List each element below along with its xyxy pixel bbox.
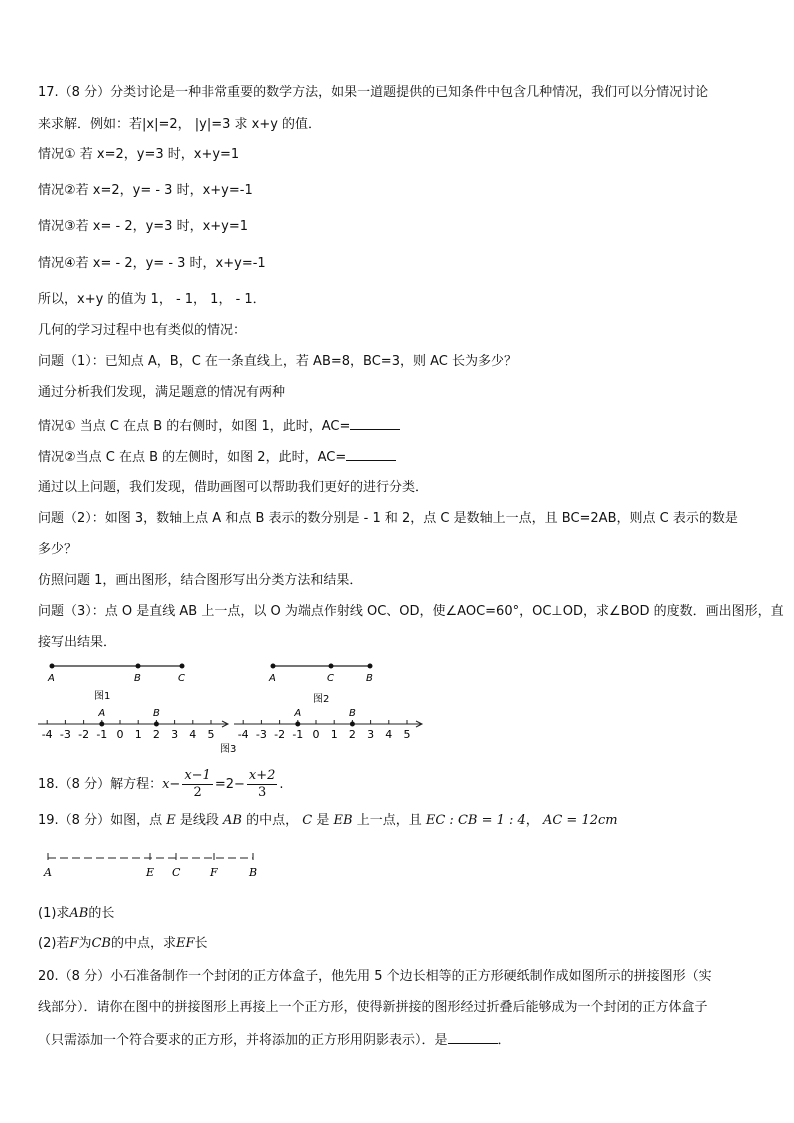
fig2-point-c <box>329 664 334 669</box>
q19-text3: 是 <box>316 813 330 828</box>
seg-label-a: A <box>44 866 52 879</box>
number-line-right-point-a <box>295 722 300 727</box>
q19-part2-ef: EF <box>175 936 195 951</box>
q19-ab: AB <box>223 813 242 828</box>
number-line-right-tick-label: 0 <box>312 728 320 741</box>
q18-equation <box>38 768 284 802</box>
q19-eb: EB <box>333 813 353 828</box>
q18-minus: − <box>169 777 181 792</box>
number-line-right-point-b <box>350 722 355 727</box>
q19-part2 <box>38 935 208 953</box>
number-line-right-tick-label: 5 <box>403 728 411 741</box>
q19-part1 <box>38 905 114 923</box>
number-line-right-tick-label: 4 <box>385 728 393 741</box>
number-line-left-label-a: A <box>98 708 106 719</box>
q19-part1-ab: AB <box>69 906 89 921</box>
situation1-answer-blank[interactable] <box>350 416 400 430</box>
situation1-text: 情况① 当点 C 在点 B 的右侧时，如图 1，此时，AC= <box>38 419 351 434</box>
q19-part2-f: F <box>69 936 79 951</box>
q18-x: x <box>162 777 170 792</box>
number-line-left-tick-label: 2 <box>152 728 160 741</box>
q20-line3 <box>38 1030 511 1050</box>
q18-end: . <box>279 777 284 792</box>
q17-case1: 情况① 若 x=2，y=3 时，x+y=1 <box>38 147 240 162</box>
number-line-left-tick-label: 5 <box>207 728 215 741</box>
q20-line2: 线部分）．请你在图中的拼接图形上再接上一个正方形，使得新拼接的图形经过折叠后能够成为一个封闭的正方体盒子 <box>38 1000 708 1015</box>
fig2-label-b: B <box>366 673 373 684</box>
q18-fraction2 <box>247 768 278 801</box>
q17-case4: 情况④若 x= - 2，y= - 3 时，x+y=-1 <box>38 256 266 271</box>
number-line-left-tick-label: 4 <box>189 728 197 741</box>
q20-line1: 20.（8 分）小石准备制作一个封闭的正方体盒子，他先用 5 个边长相等的正方形硬纸制作成如图所示的拼接图形（实 <box>38 969 712 984</box>
fig2-caption: 图2 <box>313 694 330 705</box>
q17-conclusion: 通过以上问题，我们发现，借助画图可以帮助我们更好的进行分类． <box>38 480 429 495</box>
q19-part2-cb: CB <box>91 936 111 951</box>
number-line-left-tick-label: -1 <box>96 728 108 741</box>
situation2-text: 情况②当点 C 在点 B 的左侧时，如图 2，此时，AC= <box>38 450 347 465</box>
q19-segment-figure <box>0 848 300 884</box>
q19-e: E <box>166 813 176 828</box>
q19-sep: ， <box>525 813 539 828</box>
q18-label: 18.（8 分）解方程： <box>38 777 163 792</box>
q17-analysis: 通过分析我们发现，满足题意的情况有两种 <box>38 385 286 400</box>
fig2-point-a <box>271 664 276 669</box>
number-line-right-tick-label: -1 <box>292 728 304 741</box>
q19-text4: 上一点，且 <box>356 813 422 828</box>
q17-case3: 情况③若 x= - 2，y=3 时，x+y=1 <box>38 219 249 234</box>
number-line-right-tick-label: -3 <box>255 728 267 741</box>
q18-numerator2: x+2 <box>248 768 276 783</box>
q19-part2-mid: 为 <box>78 936 92 951</box>
q17-problem2-line1: 问题（2）：如图 3，数轴上点 A 和点 B 表示的数分别是 - 1 和 2，点 C 是数轴上一点，且 BC=2AB，则点 C 表示的数是 <box>38 511 738 526</box>
q19-stem <box>38 812 618 830</box>
q17-problem2-line2: 多少？ <box>38 542 78 557</box>
q20-end: ． <box>497 1033 511 1048</box>
number-line-right-tick-label: -2 <box>274 728 286 741</box>
fig2-label-c: C <box>327 673 334 684</box>
fig1-point-c <box>180 664 185 669</box>
fig1-label-a: A <box>48 673 55 684</box>
number-line-left-point-b <box>154 722 159 727</box>
fig1-label-c: C <box>178 673 185 684</box>
q19-part2-mid2: 的中点，求 <box>110 936 176 951</box>
fig1-caption: 图1 <box>94 691 111 702</box>
q17-line1: 17.（8 分）分类讨论是一种非常重要的数学方法，如果一道题提供的已知条件中包含几种情况，我们可以分情况讨论 <box>38 85 709 100</box>
number-line-left-label-b: B <box>152 708 160 719</box>
seg-label-c: C <box>172 866 181 879</box>
q19-label: 19.（8 分）如图，点 <box>38 813 163 828</box>
q17-problem3-line1: 问题（3）：点 O 是直线 AB 上一点，以 O 为端点作射线 OC、OD，使∠AOC=60°，OC⊥OD，求∠BOD 的度数．画出图形，直 <box>38 604 784 619</box>
fig3-caption: 图3 <box>220 744 237 755</box>
number-line-right-tick-label: -4 <box>237 728 249 741</box>
q19-part2-post: 长 <box>194 936 208 951</box>
q17-problem3-line2: 接写出结果． <box>38 635 117 650</box>
fig2-label-a: A <box>269 673 276 684</box>
q17-problem1: 问题（1）：已知点 A，B，C 在一条直线上，若 AB=8，BC=3，则 AC 长为多少？ <box>38 354 517 369</box>
number-line-left-point-a <box>99 722 104 727</box>
q18-equals: =2− <box>214 777 245 792</box>
q19-part1-post: 的长 <box>88 906 115 921</box>
q19-ratio: EC : CB = 1 : 4 <box>425 813 526 828</box>
number-line-right-tick-label: 3 <box>367 728 375 741</box>
number-line-right-tick-label: 1 <box>330 728 338 741</box>
number-line-left-tick-label: 3 <box>171 728 179 741</box>
fig2-point-b <box>368 664 373 669</box>
q18-denominator1: 2 <box>193 785 202 800</box>
q17-situation2 <box>38 447 396 467</box>
q17-figures <box>0 655 794 760</box>
q19-part2-pre: (2)若 <box>38 936 70 951</box>
figure3-number-lines <box>38 708 422 741</box>
number-line-left-tick-label: 0 <box>116 728 124 741</box>
q18-fraction1 <box>182 768 213 801</box>
q18-denominator2: 3 <box>258 785 267 800</box>
number-line-right-label-b: B <box>348 708 356 719</box>
q17-case2: 情况②若 x=2，y= - 3 时，x+y=-1 <box>38 183 253 198</box>
number-line-left-tick-label: -3 <box>59 728 71 741</box>
fig1-point-b <box>136 664 141 669</box>
number-line-right-label-a: A <box>294 708 302 719</box>
q17-summary: 所以，x+y 的值为 1， - 1， 1， - 1． <box>38 292 266 307</box>
q17-geometry-intro: 几何的学习过程中也有类似的情况： <box>38 323 247 338</box>
q20-line3-text: （只需添加一个符合要求的正方形，并将添加的正方形用阴影表示）．是 <box>38 1033 448 1048</box>
q20-answer-blank[interactable] <box>448 1030 498 1044</box>
fig1-point-a <box>50 664 55 669</box>
q19-part1-pre: (1)求 <box>38 906 70 921</box>
fig1-label-b: B <box>134 673 141 684</box>
q19-text2: 的中点， <box>246 813 299 828</box>
q19-c: C <box>302 813 313 828</box>
q19-text1: 是线段 <box>179 813 219 828</box>
seg-label-b: B <box>249 866 258 879</box>
q18-numerator1: x−1 <box>184 768 211 783</box>
q17-line2: 来求解．例如：若|x|=2， |y|=3 求 x+y 的值． <box>38 117 322 132</box>
number-line-left-tick-label: 1 <box>134 728 142 741</box>
figure2 <box>268 664 373 706</box>
q17-situation1 <box>38 416 400 436</box>
figure1 <box>47 664 185 703</box>
seg-label-e: E <box>146 866 155 879</box>
q17-imitate: 仿照问题 1，画出图形，结合图形写出分类方法和结果． <box>38 573 363 588</box>
number-line-right-tick-label: 2 <box>348 728 356 741</box>
number-line-left-tick-label: -4 <box>41 728 53 741</box>
q19-ac: AC = 12cm <box>542 813 618 828</box>
seg-label-f: F <box>210 866 218 879</box>
number-line-left-tick-label: -2 <box>78 728 90 741</box>
situation2-answer-blank[interactable] <box>346 447 396 461</box>
